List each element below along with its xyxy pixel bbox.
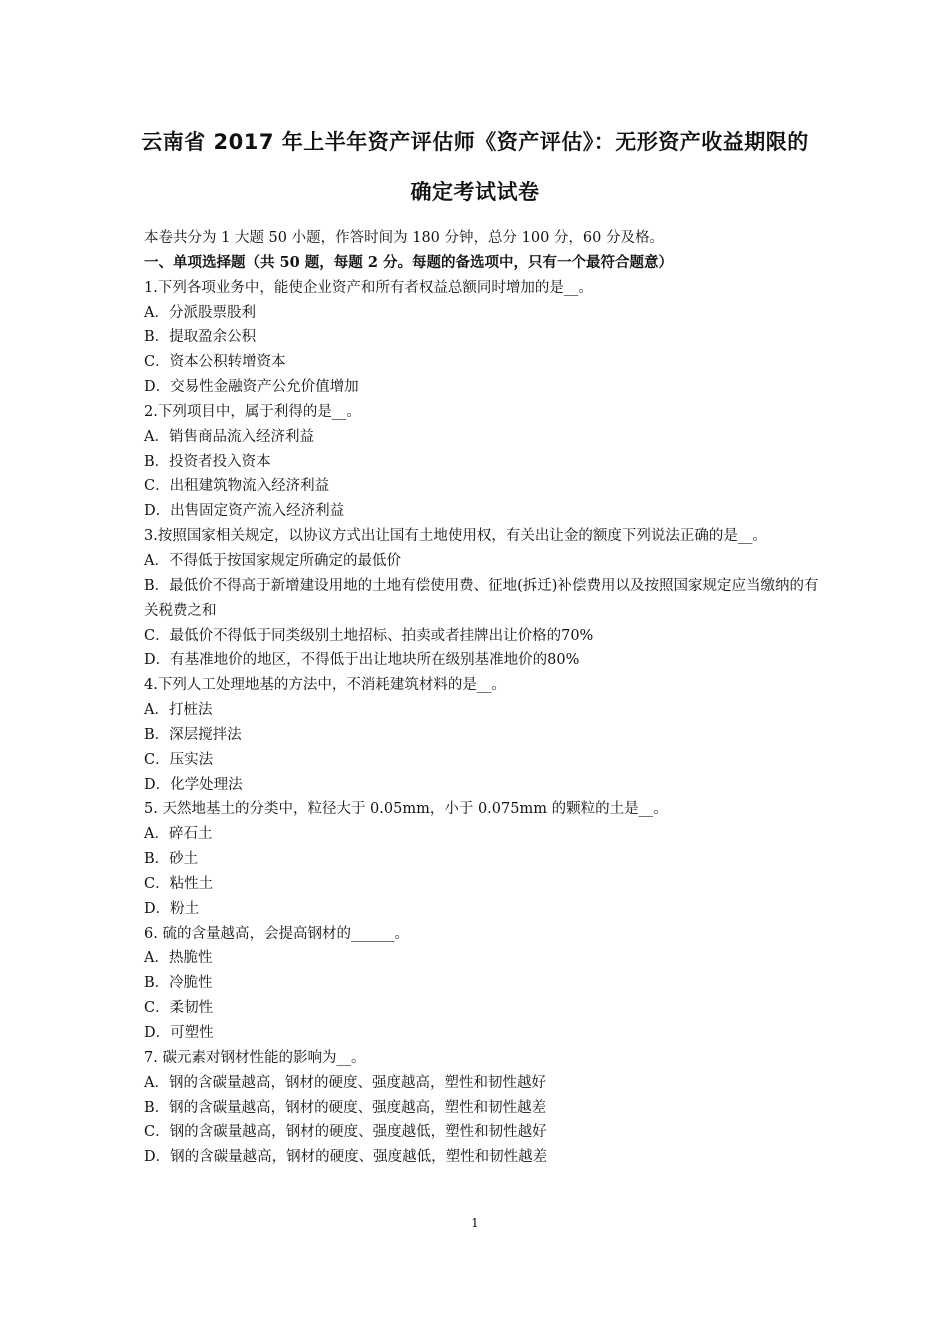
question-6-option-c: C．柔韧性	[144, 1000, 214, 1017]
question-7-stem: 7. 碳元素对钢材性能的影响为__。	[144, 1049, 366, 1066]
question-3-option-b: B．最低价不得高于新增建设用地的土地有偿使用费、征地(拆迁)补偿费用以及按照国家规定应当缴纳的有关税费之和	[144, 577, 819, 619]
document-title-line-2: 确定考试试卷	[410, 180, 540, 204]
question-2-option-d: D．出售固定资产流入经济利益	[144, 503, 345, 520]
question-6-option-b: B．冷脆性	[144, 975, 213, 992]
question-1-option-a: A．分派股票股利	[144, 304, 256, 321]
document-title-line-1: 云南省 2017 年上半年资产评估师《资产评估》：无形资产收益期限的	[141, 130, 809, 154]
question-1-option-c: C．资本公积转增资本	[144, 354, 286, 371]
question-4-option-c: C．压实法	[144, 751, 214, 768]
question-6-option-d: D．可塑性	[144, 1025, 214, 1041]
question-5-option-a: A．碎石土	[144, 826, 213, 843]
section-heading: 一、单项选择题（共 50 题，每题 2 分。每题的备选项中，只有一个最符合题意）	[144, 253, 673, 271]
question-1-option-b: B．提取盈余公积	[144, 329, 257, 346]
question-5-option-b: B．砂土	[144, 851, 199, 868]
question-4-option-a: A．打桩法	[144, 702, 213, 719]
question-3-option-a: A．不得低于按国家规定所确定的最低价	[144, 552, 401, 569]
question-7-option-d: D．钢的含碳量越高，钢材的硬度、强度越低，塑性和韧性越差	[144, 1149, 548, 1166]
question-7-option-a: A．钢的含碳量越高，钢材的硬度、强度越高，塑性和韧性越好	[144, 1074, 546, 1091]
question-6-stem: 6. 硫的含量越高，会提高钢材的______。	[144, 925, 409, 942]
question-2-option-a: A．销售商品流入经济利益	[144, 428, 314, 445]
exam-content	[144, 226, 824, 1170]
question-1-option-d: D．交易性金融资产公允价值增加	[144, 379, 359, 396]
question-4-option-b: B．深层搅拌法	[144, 726, 242, 743]
question-3-stem: 3.按照国家相关规定，以协议方式出让国有土地使用权，有关出让金的额度下列说法正确的是__。	[144, 528, 767, 545]
question-2-option-b: B．投资者投入资本	[144, 453, 271, 470]
page-number: 1	[471, 1216, 479, 1230]
question-3-option-d: D．有基准地价的地区，不得低于出让地块所在级别基准地价的80%	[144, 652, 580, 669]
question-4-option-d: D．化学处理法	[144, 776, 243, 793]
question-7-option-b: B．钢的含碳量越高，钢材的硬度、强度越高，塑性和韧性越差	[144, 1099, 547, 1116]
question-5-option-d: D．粉土	[144, 900, 200, 917]
question-6-option-a: A．热脆性	[144, 950, 213, 967]
question-2-option-c: C．出租建筑物流入经济利益	[144, 478, 330, 495]
exam-intro: 本卷共分为 1 大题 50 小题，作答时间为 180 分钟，总分 100 分，60 分及格。	[144, 230, 664, 246]
question-2-stem: 2.下列项目中，属于利得的是__。	[144, 403, 361, 420]
question-4-stem: 4.下列人工处理地基的方法中，不消耗建筑材料的是__。	[144, 677, 506, 694]
question-3-option-c: C．最低价不得低于同类级别土地招标、拍卖或者挂牌出让价格的70%	[144, 627, 594, 644]
question-5-option-c: C．粘性土	[144, 875, 214, 892]
question-5-stem: 5. 天然地基土的分类中，粒径大于 0.05mm，小于 0.075mm 的颗粒的土是__。	[144, 801, 668, 818]
question-7-option-c: C．钢的含碳量越高，钢材的硬度、强度越低，塑性和韧性越好	[144, 1124, 547, 1141]
question-1-stem: 1.下列各项业务中，能使企业资产和所有者权益总额同时增加的是__。	[144, 279, 593, 296]
